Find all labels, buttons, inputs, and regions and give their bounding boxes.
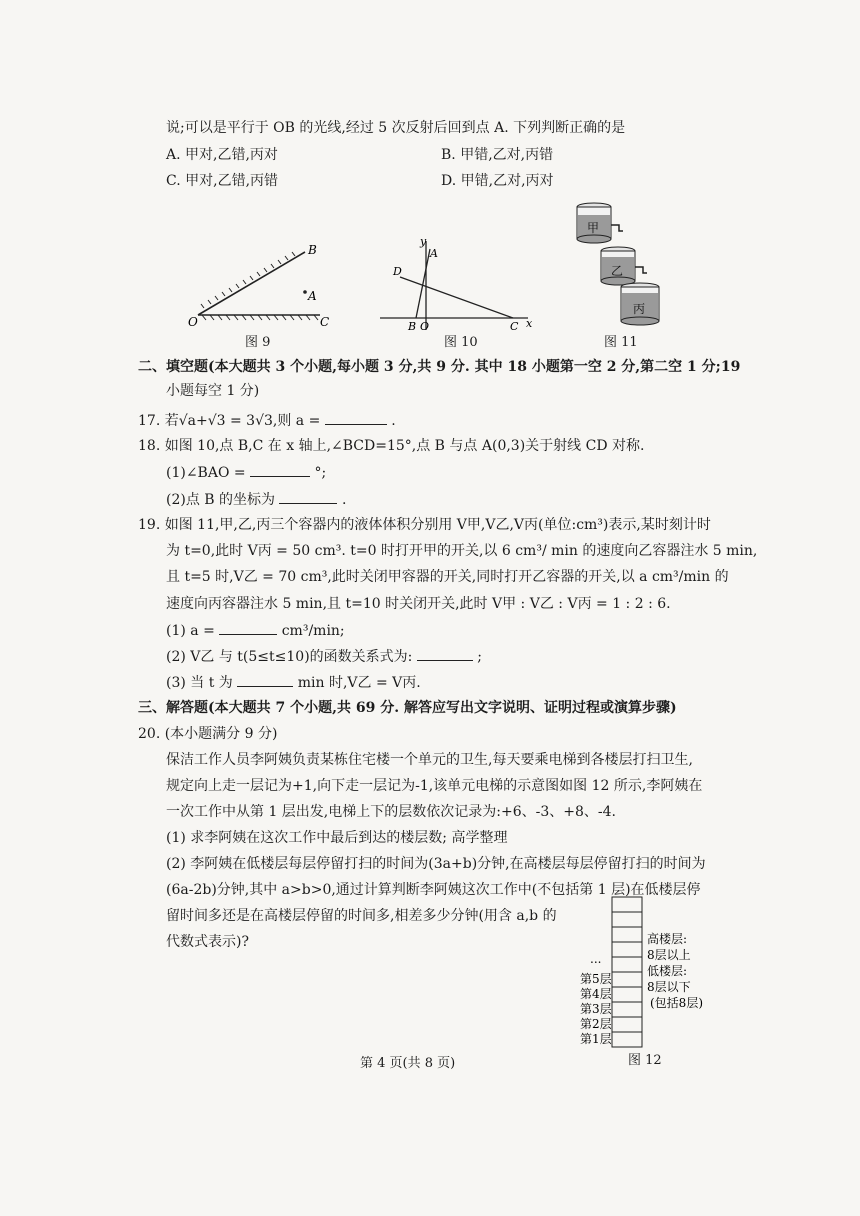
q19-p1-text: (1) a =	[166, 623, 215, 639]
floor-dividers	[612, 912, 642, 1032]
q18-p2-blank[interactable]	[279, 489, 337, 504]
hatch-marks	[201, 252, 318, 320]
question-20-part-2-line-4: 代数式表示)?	[166, 934, 249, 950]
floor-label-3: 第3层	[580, 1002, 612, 1016]
high-floor-label: 高楼层:	[647, 932, 688, 946]
section-2-heading-cont: 小题每空 1 分)	[166, 383, 260, 399]
question-18-part-2	[166, 489, 346, 510]
figure-10-caption: 图 10	[444, 335, 478, 350]
question-18-part-1	[166, 462, 326, 483]
label-a: A	[308, 289, 317, 303]
floor-label-2: 第2层	[580, 1017, 612, 1031]
q19-p3-end: min 时,V乙 = V丙.	[297, 675, 421, 691]
question-19-part-2	[166, 646, 482, 667]
figure-11	[570, 195, 670, 330]
question-20-part-2-line-3: 留时间多还是在高楼层停留的时间多,相差多少分钟(用含 a,b 的	[166, 908, 557, 924]
question-18-stem: 18. 如图 10,点 B,C 在 x 轴上,∠BCD=15°,点 B 与点 A(0,3)关于射线 CD 对称.	[138, 438, 645, 454]
label-b: B	[308, 243, 317, 257]
q18-p2-text: (2)点 B 的坐标为	[166, 492, 276, 508]
q17-end: .	[391, 413, 396, 429]
container-bing	[621, 283, 659, 325]
figure-12-caption: 图 12	[628, 1053, 662, 1068]
q17-answer-blank[interactable]	[325, 410, 387, 425]
floor-label-5: 第5层	[580, 972, 612, 986]
q16-option-c: C. 甲对,乙错,丙错	[166, 173, 279, 189]
figure-12	[576, 895, 726, 1055]
question-20-line-1: 保洁工作人员李阿姨负责某栋住宅楼一个单元的卫生,每天要乘电梯到各楼层打扫卫生,	[166, 752, 693, 768]
question-19-line-1: 19. 如图 11,甲,乙,丙三个容器内的液体体积分别用 V甲,V乙,V丙(单位:cm³)表示,某时刻计时	[138, 517, 711, 533]
low-floor-note: (包括8层)	[650, 996, 703, 1010]
point-a-dot	[303, 290, 307, 294]
q19-p3-text: (3) 当 t 为	[166, 675, 233, 691]
q19-p2-blank[interactable]	[417, 646, 473, 661]
label-o: O	[188, 315, 198, 329]
low-floor-label: 低楼层:	[647, 964, 688, 978]
low-floor-range: 8层以下	[647, 980, 691, 994]
q18-p1-text: (1)∠BAO =	[166, 465, 246, 481]
high-floor-range: 8层以上	[647, 948, 691, 962]
q19-p2-text: (2) V乙 与 t(5≤t≤10)的函数关系式为:	[166, 649, 413, 665]
container-jia	[577, 203, 623, 243]
label-a: A	[430, 247, 438, 260]
question-20-line-2: 规定向上走一层记为+1,向下走一层记为-1,该单元电梯的示意图如图 12 所示,李阿姨在	[166, 778, 703, 794]
question-20-part-1: (1) 求李阿姨在这次工作中最后到达的楼层数; 高学整理	[166, 830, 508, 846]
label-jia: 甲	[587, 221, 600, 235]
q18-p2-end: .	[341, 492, 347, 508]
floor-label-4: 第4层	[580, 987, 612, 1001]
label-x: x	[526, 317, 533, 330]
label-b: B	[408, 320, 417, 333]
q19-p1-blank[interactable]	[219, 620, 277, 635]
q18-p1-blank[interactable]	[250, 462, 310, 477]
q19-p1-end: cm³/min;	[281, 623, 345, 639]
question-20-part-2-line-2: (6a-2b)分钟,其中 a>b>0,通过计算判断李阿姨这次工作中(不包括第 1 层)在低楼层停	[166, 882, 701, 898]
figure-9-caption: 图 9	[245, 335, 271, 350]
figure-9	[180, 230, 340, 340]
question-20-heading: 20. (本小题满分 9 分)	[138, 726, 278, 742]
label-bing: 丙	[633, 302, 646, 316]
question-19-part-1	[166, 620, 345, 641]
label-d: D	[393, 265, 402, 278]
figure-10	[380, 235, 540, 335]
q16-option-d: D. 甲错,乙对,丙对	[441, 173, 554, 189]
question-19-part-3	[166, 672, 421, 693]
label-y: y	[420, 235, 427, 248]
question-17	[138, 410, 396, 431]
question-20-part-2-line-1: (2) 李阿姨在低楼层每层停留打扫的时间为(3a+b)分钟,在高楼层每层停留打扫的时间为	[166, 856, 706, 872]
question-20-line-3: 一次工作中从第 1 层出发,电梯上下的层数依次记录为:+6、-3、+8、-4.	[166, 804, 616, 820]
q16-option-a: A. 甲对,乙错,丙对	[166, 147, 278, 163]
q19-p2-end: ;	[477, 649, 482, 665]
q19-p3-blank[interactable]	[237, 672, 293, 687]
section-3-heading: 三、解答题(本大题共 7 个小题,共 69 分. 解答应写出文字说明、证明过程或演算步骤)	[138, 700, 677, 716]
q16-option-b: B. 甲错,乙对,丙错	[441, 147, 554, 163]
label-c: C	[510, 320, 519, 333]
question-19-line-4: 速度向丙容器注水 5 min,且 t=10 时关闭开关,此时 V甲 : V乙 : V丙 = 1 : 2 : 6.	[166, 596, 671, 612]
ray-ob	[198, 252, 305, 315]
floors-ellipsis: ...	[590, 952, 602, 966]
floor-label-1: 第1层	[580, 1032, 612, 1046]
question-19-line-2: 为 t=0,此时 V丙 = 50 cm³. t=0 时打开甲的开关,以 6 cm³/ min 的速度向乙容器注水 5 min,	[166, 543, 758, 559]
question-19-line-3: 且 t=5 时,V乙 = 70 cm³,此时关闭甲容器的开关,同时打开乙容器的开关,以 a cm³/min 的	[166, 569, 729, 585]
figure-11-caption: 图 11	[604, 335, 638, 350]
label-o: O	[420, 320, 430, 333]
q18-p1-end: °;	[314, 465, 327, 481]
label-yi: 乙	[611, 264, 624, 278]
q17-text: 17. 若√a+√3 = 3√3,则 a =	[138, 413, 321, 429]
section-2-heading: 二、填空题(本大题共 3 个小题,每小题 3 分,共 9 分. 其中 18 小题第一空 2 分,第二空 1 分;19	[138, 359, 741, 375]
page-footer: 第 4 页(共 8 页)	[360, 1056, 456, 1071]
label-c: C	[320, 315, 330, 329]
q16-tail-text: 说;可以是平行于 OB 的光线,经过 5 次反射后回到点 A. 下列判断正确的是	[166, 120, 626, 136]
container-yi	[601, 247, 647, 285]
